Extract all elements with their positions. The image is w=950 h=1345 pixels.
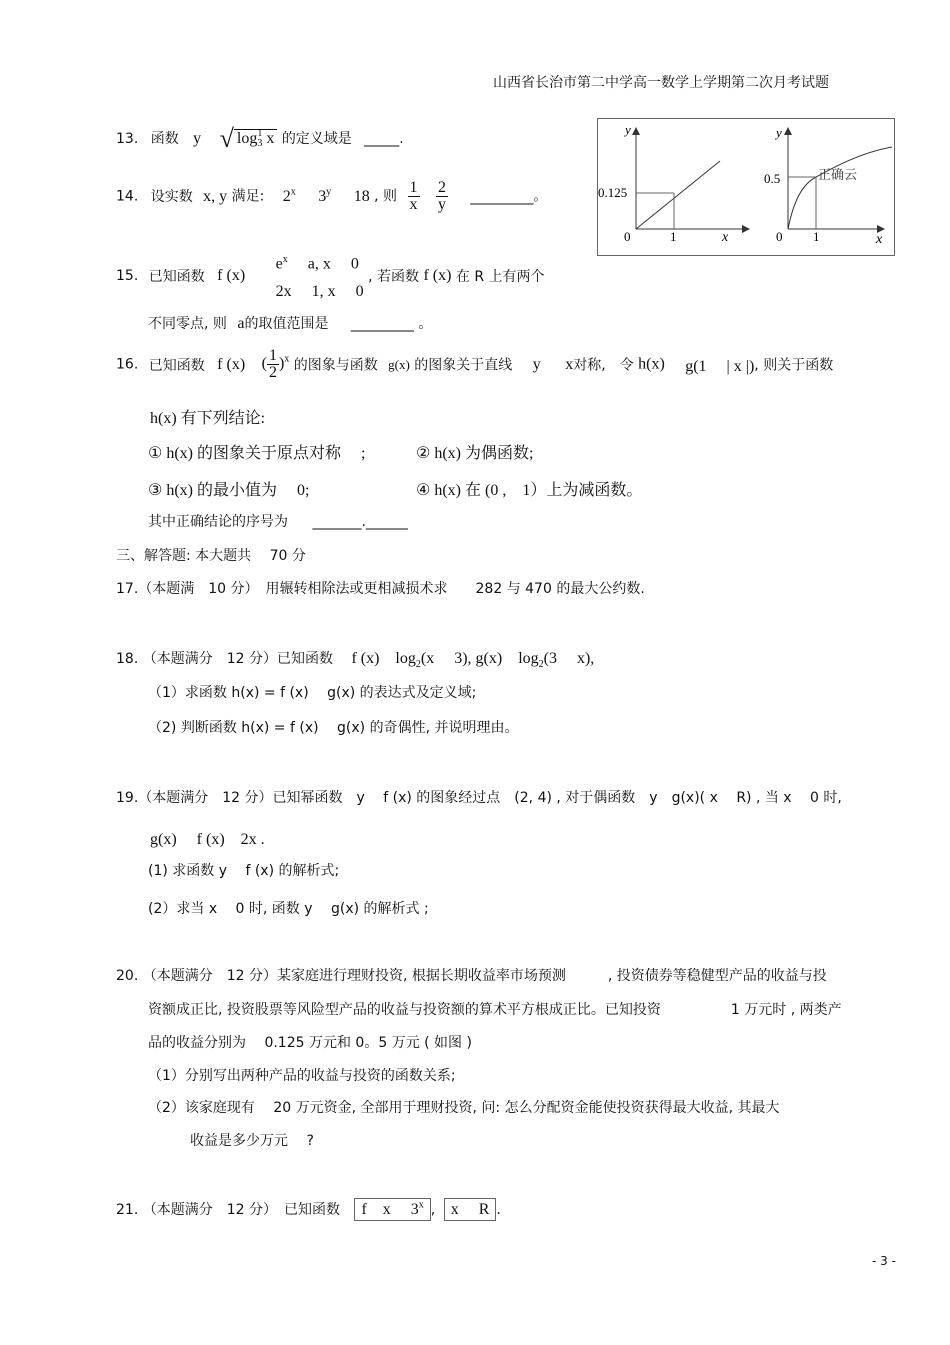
page-number: - 3 - (872, 1254, 896, 1268)
right-y-tick: 0.5 (764, 171, 781, 186)
right-x-label: x (876, 232, 883, 247)
q14-eq-18: 18 (353, 187, 370, 205)
sqrt-graph (764, 125, 892, 247)
question-19-part-1: (1) 求函数 y f (x) 的解析式; (148, 863, 340, 879)
q14-then: , 则 (374, 188, 398, 205)
left-y-label: y (625, 122, 631, 137)
question-18-part-1: （1）求函数 h(x) = f (x) g(x) 的表达式及定义域; (148, 685, 477, 701)
q13-text-pre: 函数 (150, 131, 179, 147)
question-19-part-2: (2）求当 x 0 时, 函数 y g(x) 的解析式 ; (148, 901, 429, 917)
question-20-part-1: （1）分别写出两种产品的收益与投资的函数关系; (148, 1068, 456, 1084)
q14-eq-3: 3$^y$ (318, 186, 332, 205)
q18-functions: f (x) $\log_2(x$ 3), g(x) $\log_2(3$ x), (351, 650, 595, 671)
page-header-title: 山西省长治市第二中学高一数学上学期第二次月考试题 (493, 75, 829, 91)
q21-domain-box: x R (444, 1198, 497, 1221)
q15-text-post2: 在 R 上有两个 (455, 269, 545, 286)
q15-answer-blank: _________ (350, 316, 414, 332)
sqrt-curve (788, 147, 892, 229)
left-x-tick: 1 (670, 229, 677, 244)
graphs-svg (598, 119, 894, 255)
q14-text-mid: 满足: (231, 188, 265, 205)
question-21: 21. （本题满分 12 分） 已知函数 f x 3$^x$ , x R . (116, 1196, 501, 1219)
linear-curve (636, 161, 720, 229)
question-19-line2: g(x) f (x) 2x . (150, 831, 265, 848)
question-15 (116, 246, 545, 306)
question-20-part-2-cont: 收益是多少万元 ? (190, 1133, 314, 1149)
q15-piecewise: $e^x$ a, x 0 2x 1, x 0 (275, 254, 364, 301)
question-19: 19.（本题满分 12 分）已知幂函数 y f (x) 的图象经过点 (2, 4) , 对于偶函数 y g(x)( x R) , 当 x 0 时, (116, 790, 842, 806)
section-3-title: 三、解答题: 本大题共 70 分 (116, 548, 306, 564)
question-20-line2: 资额成正比, 投资股票等风险型产品的收益与投资额的算术平方根成正比。已知投资 1 万元时 , 两类产 (148, 1002, 842, 1018)
question-13 (116, 124, 404, 154)
q13-answer-blank: _____ (364, 131, 400, 147)
q14-number: 14. (116, 188, 139, 205)
q14-end: 。 (533, 188, 548, 205)
q13-radicand: log 1 3 x (234, 129, 277, 147)
left-origin: 0 (624, 229, 631, 244)
q15-a: a (237, 315, 245, 332)
q13-text-post: 的定义域是 (281, 131, 352, 147)
question-16: 16. 已知函数 f (x) ( $\frac{1}{2}$ )$^x$ 的图象与函数 g(x) 的图象关于直线 y x对称, 令 h(x) g(1 | x |), 则关于函数 (116, 347, 834, 381)
q13-sqrt-sign: √ (219, 124, 234, 153)
q16-answer-blank: _______.______ (312, 514, 408, 530)
investment-graphs-figure (597, 118, 895, 256)
q13-end: . (399, 131, 404, 147)
question-16-line5: 其中正确结论的序号为 _______.______ (148, 514, 408, 530)
linear-graph (598, 122, 748, 245)
question-20: 20. （本题满分 12 分）某家庭进行理财投资, 根据长期收益率市场预测 , 投资债券等稳健型产品的收益与投 (116, 968, 827, 984)
q14-fraction-2-over-y: $\frac{2}{y}$ (437, 179, 446, 213)
right-origin: 0 (776, 229, 783, 244)
right-x-tick: 1 (813, 229, 820, 244)
q14-fraction-1-over-x: $\frac{1}{x}$ (409, 179, 418, 213)
q14-vars: x, y (203, 187, 228, 205)
q13-number: 13. (116, 131, 139, 147)
question-20-part-2: （2）该家庭现有 20 万元资金, 全部用于理财投资, 问: 怎么分配资金能使投资获得最大收益, 其最大 (148, 1100, 780, 1116)
q15-number: 15. (116, 268, 139, 285)
question-16-conclusion-4: ④ h(x) 在 (0 , 1）上为减函数。 (416, 482, 643, 499)
right-y-label: y (776, 125, 782, 140)
q16-half-power: ( $\frac{1}{2}$ )$^x$ (261, 347, 290, 381)
question-20-line3: 品的收益分别为 0.125 万元和 0。5 万元 ( 如图 ) (148, 1035, 472, 1051)
left-y-tick: 0.125 (598, 185, 628, 200)
question-15-line2: 不同零点, 则 a的取值范围是 _________ 。 (148, 315, 433, 332)
question-16-conclusion-3: ③ h(x) 的最小值为 0; (148, 482, 310, 499)
q15-text-post: , 若函数 (368, 269, 419, 286)
q15-fx: f (x) (217, 267, 246, 285)
q14-eq-2: 2$^x$ (282, 186, 296, 205)
watermark-text: 正确云 (818, 168, 858, 183)
question-14 (116, 180, 547, 213)
question-16-conclusion-1: ① h(x) 的图象关于原点对称 ; (148, 445, 366, 462)
left-x-label: x (722, 230, 729, 245)
question-18-part-2: （2) 判断函数 h(x) = f (x) g(x) 的奇偶性, 并说明理由。 (148, 720, 519, 736)
q15-fx2: f (x) (423, 267, 452, 285)
q21-function-box: f x 3$^x$ (354, 1198, 430, 1221)
question-17: 17.（本题满 10 分） 用辗转相除法或更相减损术求 282 与 470 的最大公约数. (116, 581, 645, 597)
q13-y: y (193, 130, 202, 147)
q14-text-pre: 设实数 (150, 188, 193, 205)
q14-answer-blank: _________ (470, 188, 534, 205)
q15-text-pre: 已知函数 (148, 269, 205, 286)
question-16-conclusion-2: ② h(x) 为偶函数; (416, 445, 534, 462)
question-16-line2: h(x) 有下列结论: (150, 410, 266, 427)
question-18: 18. （本题满分 12 分）已知函数 f (x) $\log_2(x$ 3), g(x) $\log_2(3$ x), (116, 650, 595, 671)
q16-number: 16. (116, 356, 139, 373)
